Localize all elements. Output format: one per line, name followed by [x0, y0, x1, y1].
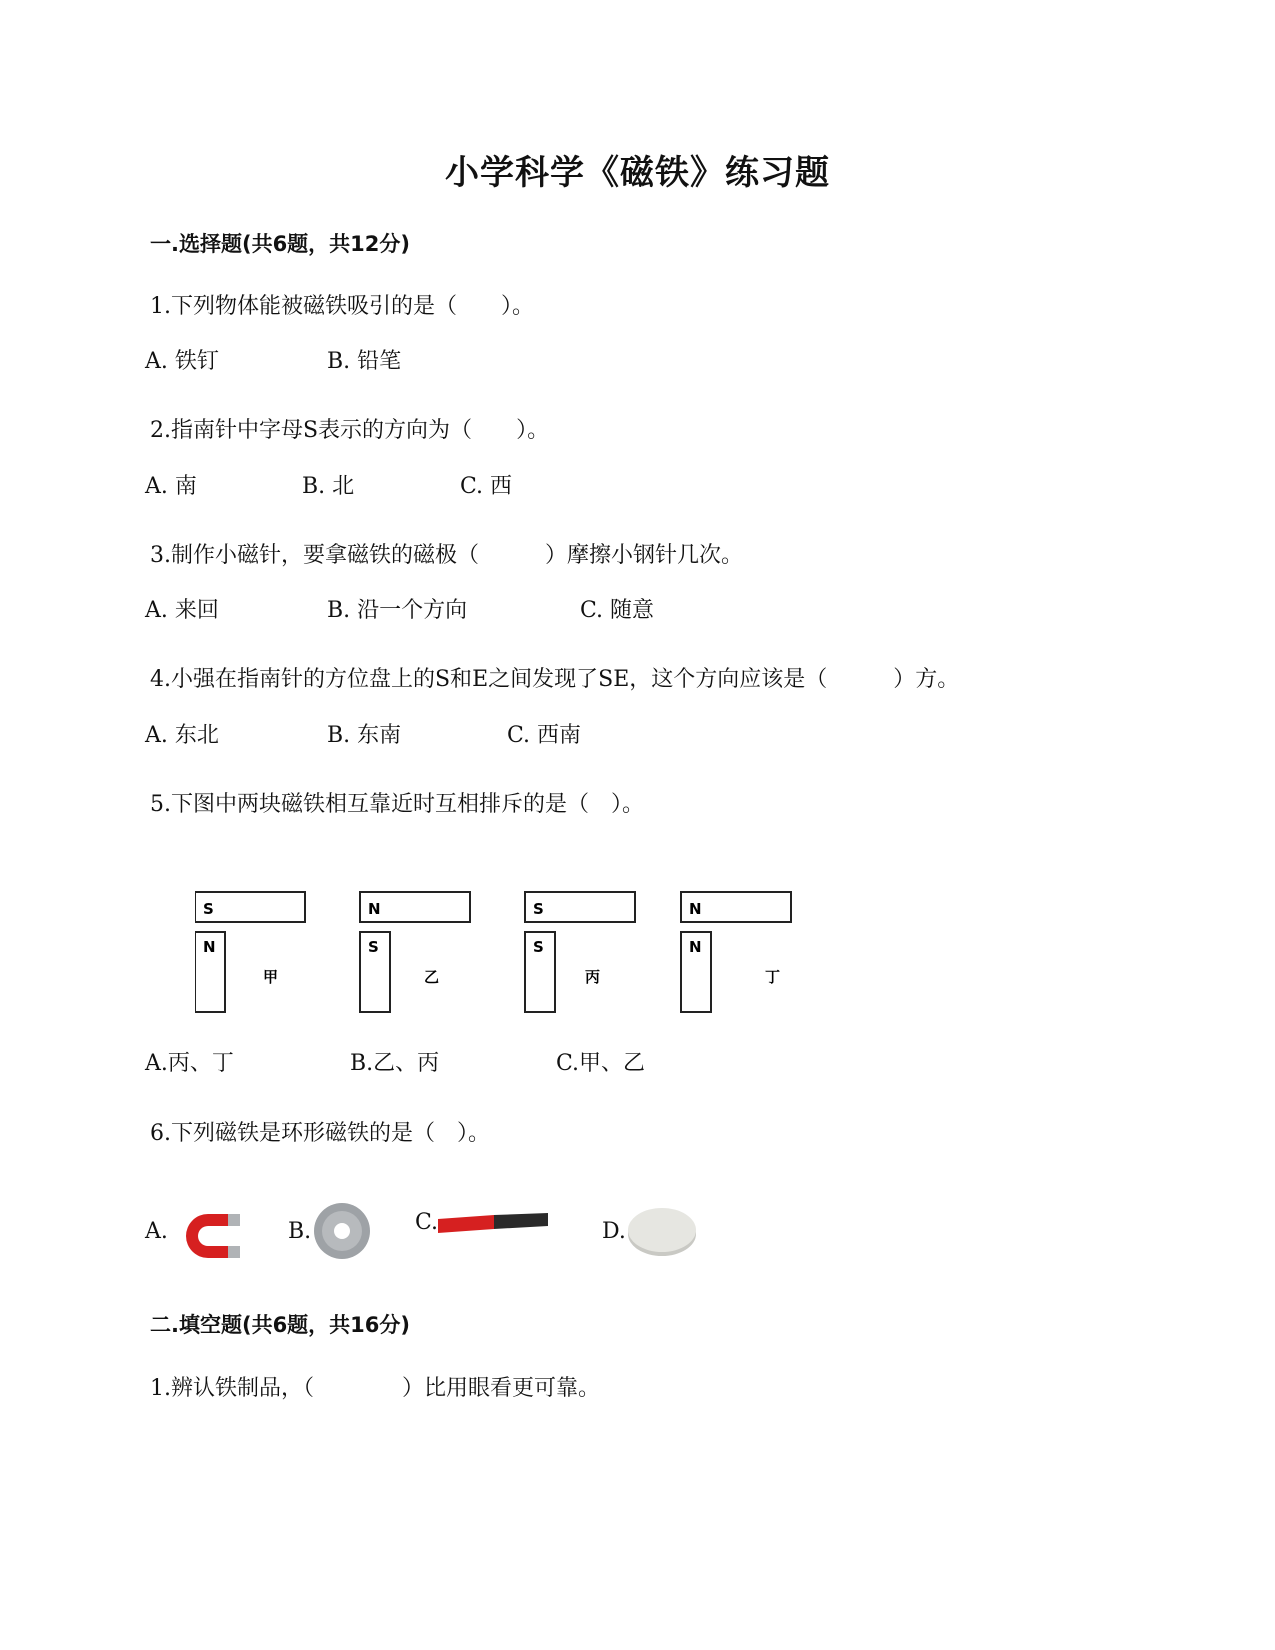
question-5: 5.下图中两块磁铁相互靠近时互相排斥的是（ ）。	[150, 792, 644, 817]
pole-label: S	[533, 938, 544, 956]
q6-option-b	[288, 1200, 373, 1262]
pole-label: N	[368, 900, 381, 918]
pole-label: N	[689, 900, 702, 918]
bar-magnet-icon	[438, 1211, 550, 1235]
magnet-pairs-figure	[195, 890, 835, 1035]
magnet-pair-ding	[681, 892, 791, 1012]
q2-option-c: C. 西	[460, 474, 513, 499]
q3-option-b: B. 沿一个方向	[327, 598, 468, 623]
section-heading-choice: 一.选择题(共6题，共12分)	[150, 232, 411, 256]
magnet-pair-bing	[525, 892, 635, 1012]
q2-option-b: B. 北	[302, 474, 355, 499]
section-heading-fill: 二.填空题(共6题，共16分)	[150, 1313, 411, 1337]
fill-question-1: 1.辨认铁制品，（ ）比用眼看更可靠。	[150, 1376, 600, 1401]
pole-label: S	[533, 900, 544, 918]
question-3: 3.制作小磁针，要拿磁铁的磁极（ ）摩擦小钢针几次。	[150, 543, 743, 568]
question-4: 4.小强在指南针的方位盘上的S和E之间发现了SE，这个方向应该是（ ）方。	[150, 667, 960, 692]
q1-option-b: B. 铅笔	[327, 349, 402, 374]
magnet-pair-yi	[360, 892, 470, 1012]
q4-option-c: C. 西南	[507, 723, 582, 748]
q6-option-a-label: A.	[145, 1218, 168, 1244]
page-title: 小学科学《磁铁》练习题	[445, 153, 830, 193]
q2-option-a: A. 南	[145, 474, 197, 499]
q1-option-a: A. 铁钉	[145, 349, 219, 374]
q6-option-c	[415, 1210, 550, 1235]
q5-option-a: A.丙、丁	[145, 1051, 234, 1076]
horseshoe-magnet-icon	[168, 1200, 248, 1262]
question-2: 2.指南针中字母S表示的方向为（ ）。	[150, 418, 550, 443]
q6-option-c-label: C.	[415, 1210, 439, 1235]
q6-option-d	[602, 1204, 698, 1258]
pole-label: N	[689, 938, 702, 956]
question-6: 6.下列磁铁是环形磁铁的是（ ）。	[150, 1121, 490, 1146]
pair-label: 甲	[263, 968, 279, 986]
q6-option-a	[145, 1200, 248, 1262]
q4-option-a: A. 东北	[145, 723, 219, 748]
disc-magnet-icon	[626, 1204, 698, 1258]
q3-option-a: A. 来回	[145, 598, 219, 623]
pole-label: N	[203, 938, 216, 956]
q3-option-c: C. 随意	[580, 598, 655, 623]
q6-option-b-label: B.	[288, 1218, 312, 1244]
question-1: 1.下列物体能被磁铁吸引的是（ ）。	[150, 294, 534, 319]
pair-label: 丙	[585, 968, 601, 986]
q6-option-d-label: D.	[602, 1218, 626, 1244]
q4-option-b: B. 东南	[327, 723, 402, 748]
pole-label: S	[368, 938, 379, 956]
q5-option-c: C.甲、乙	[556, 1051, 646, 1076]
ring-magnet-icon	[311, 1200, 373, 1262]
pair-label: 乙	[424, 968, 440, 986]
q5-option-b: B.乙、丙	[350, 1051, 440, 1076]
magnet-pair-jia	[195, 892, 305, 1012]
pole-label: S	[203, 900, 214, 918]
pair-label: 丁	[765, 968, 781, 986]
